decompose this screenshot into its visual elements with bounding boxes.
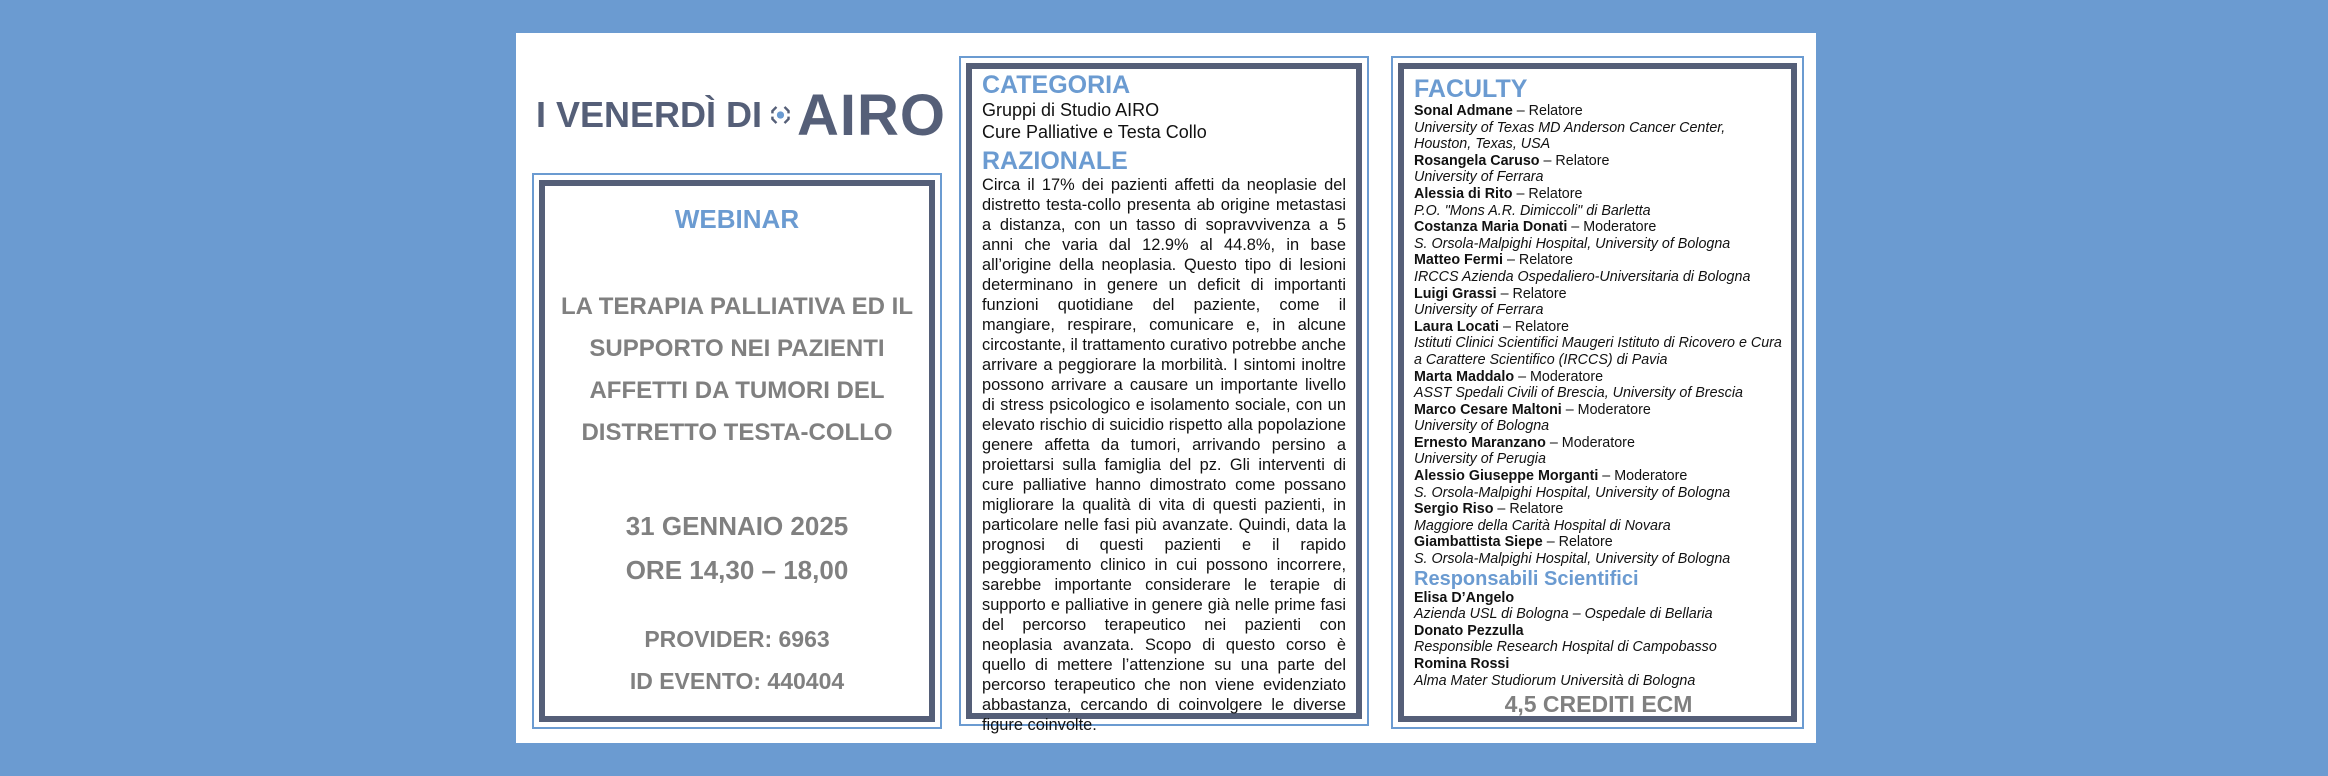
faculty-institution: University of Ferrara: [1414, 302, 1544, 319]
provider-code: PROVIDER: 6963: [644, 626, 830, 652]
faculty-name: Alessia di Rito: [1414, 185, 1513, 202]
faculty-institution: University of Ferrara: [1414, 169, 1544, 186]
webinar-title-line: AFFETTI DA TUMORI DEL: [589, 377, 885, 404]
faculty-member: [1414, 468, 1783, 501]
faculty-institution: ASST Spedali Civili of Brescia, University of Brescia: [1414, 385, 1743, 402]
faculty-name: Ernesto Maranzano: [1414, 434, 1546, 451]
faculty-institution: Maggiore della Carità Hospital di Novara: [1414, 517, 1671, 534]
razionale-text: Circa il 17% dei pazienti affetti da neoplasie del distretto testa-collo presenta ab origine metastasi a distanza, con un tasso di sopravvivenza a 5 anni che varia dal 12.9% al 44.8%, in base all’origine della neoplasia. Questo tipo di lesioni determinano in genere un deficit di importanti funzioni quotidiane del paziente, come il mangiare, respirare, comunicare e, in alcune circostante, il trattamento curativo potrebbe anche arrivare a peggiorare la morbilità. I sintomi inoltre possono arrivare a causare un importante livello di stress psicologico e isolamento sociale, con un elevato rischio di suicidio rispetto alla popolazione genere affetta da tumori, arrivando persino a proiettarsi sulla famiglia del pz. Gli interventi di cure palliative hanno dimostrato come possano migliorare la qualità di vita di questi pazienti, in particolare nelle fasi più avanzate. Quindi, data la prognosi di questi pazienti e il rapido peggioramento clinico in cui possono incorrere, sarebbe importante considerare le terapie di supporto e palliative in genere già nelle prime fasi del percorso terapeutico nei pazienti con neoplasia avanzata. Scopo di questo corso è quello di mettere l’attenzione su una parte del percorso terapeutico che non viene evidenziato abbastanza, cercando di coinvolgere le diverse figure coinvolte.: [982, 176, 1346, 734]
categoria-line: Cure Palliative e Testa Collo: [982, 122, 1207, 142]
webinar-title-line: LA TERAPIA PALLIATIVA ED IL: [561, 293, 913, 320]
faculty-member: [1414, 186, 1783, 219]
faculty-list: [1414, 103, 1783, 568]
faculty-role: – Moderatore: [1545, 434, 1635, 451]
faculty-institution: University of Bologna: [1414, 418, 1550, 435]
responsabile-member: [1414, 623, 1783, 656]
faculty-institution: University of Perugia: [1414, 451, 1546, 468]
faculty-name: Rosangela Caruso: [1414, 152, 1540, 169]
responsabile-member: [1414, 656, 1783, 689]
faculty-role: – Moderatore: [1598, 468, 1688, 485]
faculty-member: [1414, 219, 1783, 252]
event-id: ID EVENTO: 440404: [629, 668, 845, 694]
faculty-member: [1414, 501, 1783, 534]
faculty-institution: S. Orsola-Malpighi Hospital, University of Bologna: [1414, 551, 1731, 568]
webinar-datetime: [545, 504, 929, 592]
faculty-heading: FACULTY: [1414, 75, 1528, 103]
faculty-member: [1414, 103, 1783, 153]
webinar-title-line: DISTRETTO TESTA-COLLO: [581, 419, 893, 446]
faculty-institution: P.O. "Mons A.R. Dimiccoli" di Barletta: [1414, 202, 1651, 219]
faculty-institution: IRCCS Azienda Ospedaliero-Universitaria di Bologna: [1414, 268, 1751, 285]
webinar-time: ORE 14,30 – 18,00: [625, 555, 849, 585]
faculty-member: [1414, 153, 1783, 186]
faculty-name: Laura Locati: [1414, 318, 1500, 335]
webinar-panel: [532, 173, 942, 729]
faculty-role: – Relatore: [1493, 501, 1564, 518]
logo-name: AIRO: [797, 82, 946, 148]
faculty-member: [1414, 252, 1783, 285]
faculty-role: – Moderatore: [1514, 368, 1604, 385]
faculty-panel: [1391, 56, 1804, 729]
faculty-name: Costanza Maria Donati: [1414, 219, 1568, 236]
faculty-role: – Relatore: [1496, 285, 1567, 302]
faculty-content: [1414, 75, 1783, 718]
categoria-heading: CATEGORIA: [982, 71, 1131, 99]
airo-logo-icon: [770, 89, 791, 141]
faculty-name: Luigi Grassi: [1414, 285, 1497, 302]
faculty-member: [1414, 402, 1783, 435]
faculty-name: Marta Maddalo: [1414, 368, 1515, 385]
webinar-date: 31 GENNAIO 2025: [625, 511, 849, 541]
webinar-label: WEBINAR: [674, 204, 800, 234]
responsabile-member: [1414, 590, 1783, 623]
responsabili-list: [1414, 590, 1783, 690]
faculty-member: [1414, 534, 1783, 567]
responsabile-name: Elisa D’Angelo: [1414, 589, 1515, 606]
faculty-member: [1414, 286, 1783, 319]
webinar-title-line: SUPPORTO NEI PAZIENTI: [589, 335, 885, 362]
faculty-name: Sergio Riso: [1414, 501, 1494, 518]
responsabile-name: Romina Rossi: [1414, 656, 1510, 672]
faculty-role: – Relatore: [1499, 318, 1569, 335]
faculty-name: Marco Cesare Maltoni: [1414, 401, 1562, 418]
faculty-institution: University of Texas MD Anderson Cancer Center, Houston, Texas, USA: [1414, 119, 1726, 153]
faculty-role: – Moderatore: [1561, 401, 1651, 418]
faculty-role: – Relatore: [1512, 103, 1583, 119]
faculty-institution: S. Orsola-Malpighi Hospital, University of Bologna: [1414, 484, 1731, 501]
faculty-member: [1414, 319, 1783, 369]
responsabili-heading: Responsabili Scientifici: [1414, 567, 1639, 590]
logo-prefix: I VENERDÌ DI: [536, 94, 763, 135]
faculty-name: Matteo Fermi: [1414, 252, 1503, 269]
faculty-name: Alessio Giuseppe Morganti: [1414, 468, 1599, 485]
faculty-role: – Relatore: [1512, 185, 1583, 202]
razionale-heading: RAZIONALE: [982, 147, 1128, 175]
faculty-role: – Moderatore: [1567, 219, 1657, 236]
faculty-role: – Relatore: [1502, 252, 1573, 269]
faculty-name: Giambattista Siepe: [1414, 534, 1543, 551]
faculty-panel-inner: [1398, 63, 1797, 722]
faculty-institution: Istituti Clinici Scientifici Maugeri Istituto di Ricovero e Cura a Carattere Scientifico (IRCCS) di Pavia: [1414, 335, 1782, 368]
faculty-member: [1414, 435, 1783, 468]
responsabile-institution: Responsible Research Hospital di Campobasso: [1414, 639, 1717, 656]
crediti-ecm: 4,5 CREDITI ECM: [1504, 691, 1693, 718]
razionale-panel-inner: [966, 63, 1362, 734]
airo-logo: [536, 80, 946, 150]
razionale-content: [982, 71, 1346, 735]
responsabile-institution: Alma Mater Studiorum Università di Bologna: [1414, 672, 1696, 689]
responsabile-institution: Azienda USL di Bologna – Ospedale di Bellaria: [1414, 606, 1713, 623]
webinar-codes: [545, 618, 929, 702]
faculty-role: – Relatore: [1542, 534, 1613, 551]
responsabile-name: Donato Pezzulla: [1414, 622, 1524, 639]
faculty-name: Sonal Admane: [1414, 103, 1513, 119]
webinar-title: [551, 286, 923, 454]
categoria-line: Gruppi di Studio AIRO: [982, 100, 1160, 120]
faculty-institution: S. Orsola-Malpighi Hospital, University of Bologna: [1414, 235, 1731, 252]
razionale-panel: [959, 56, 1369, 734]
faculty-role: – Relatore: [1539, 152, 1610, 169]
faculty-member: [1414, 369, 1783, 402]
webinar-panel-inner: [539, 180, 935, 722]
